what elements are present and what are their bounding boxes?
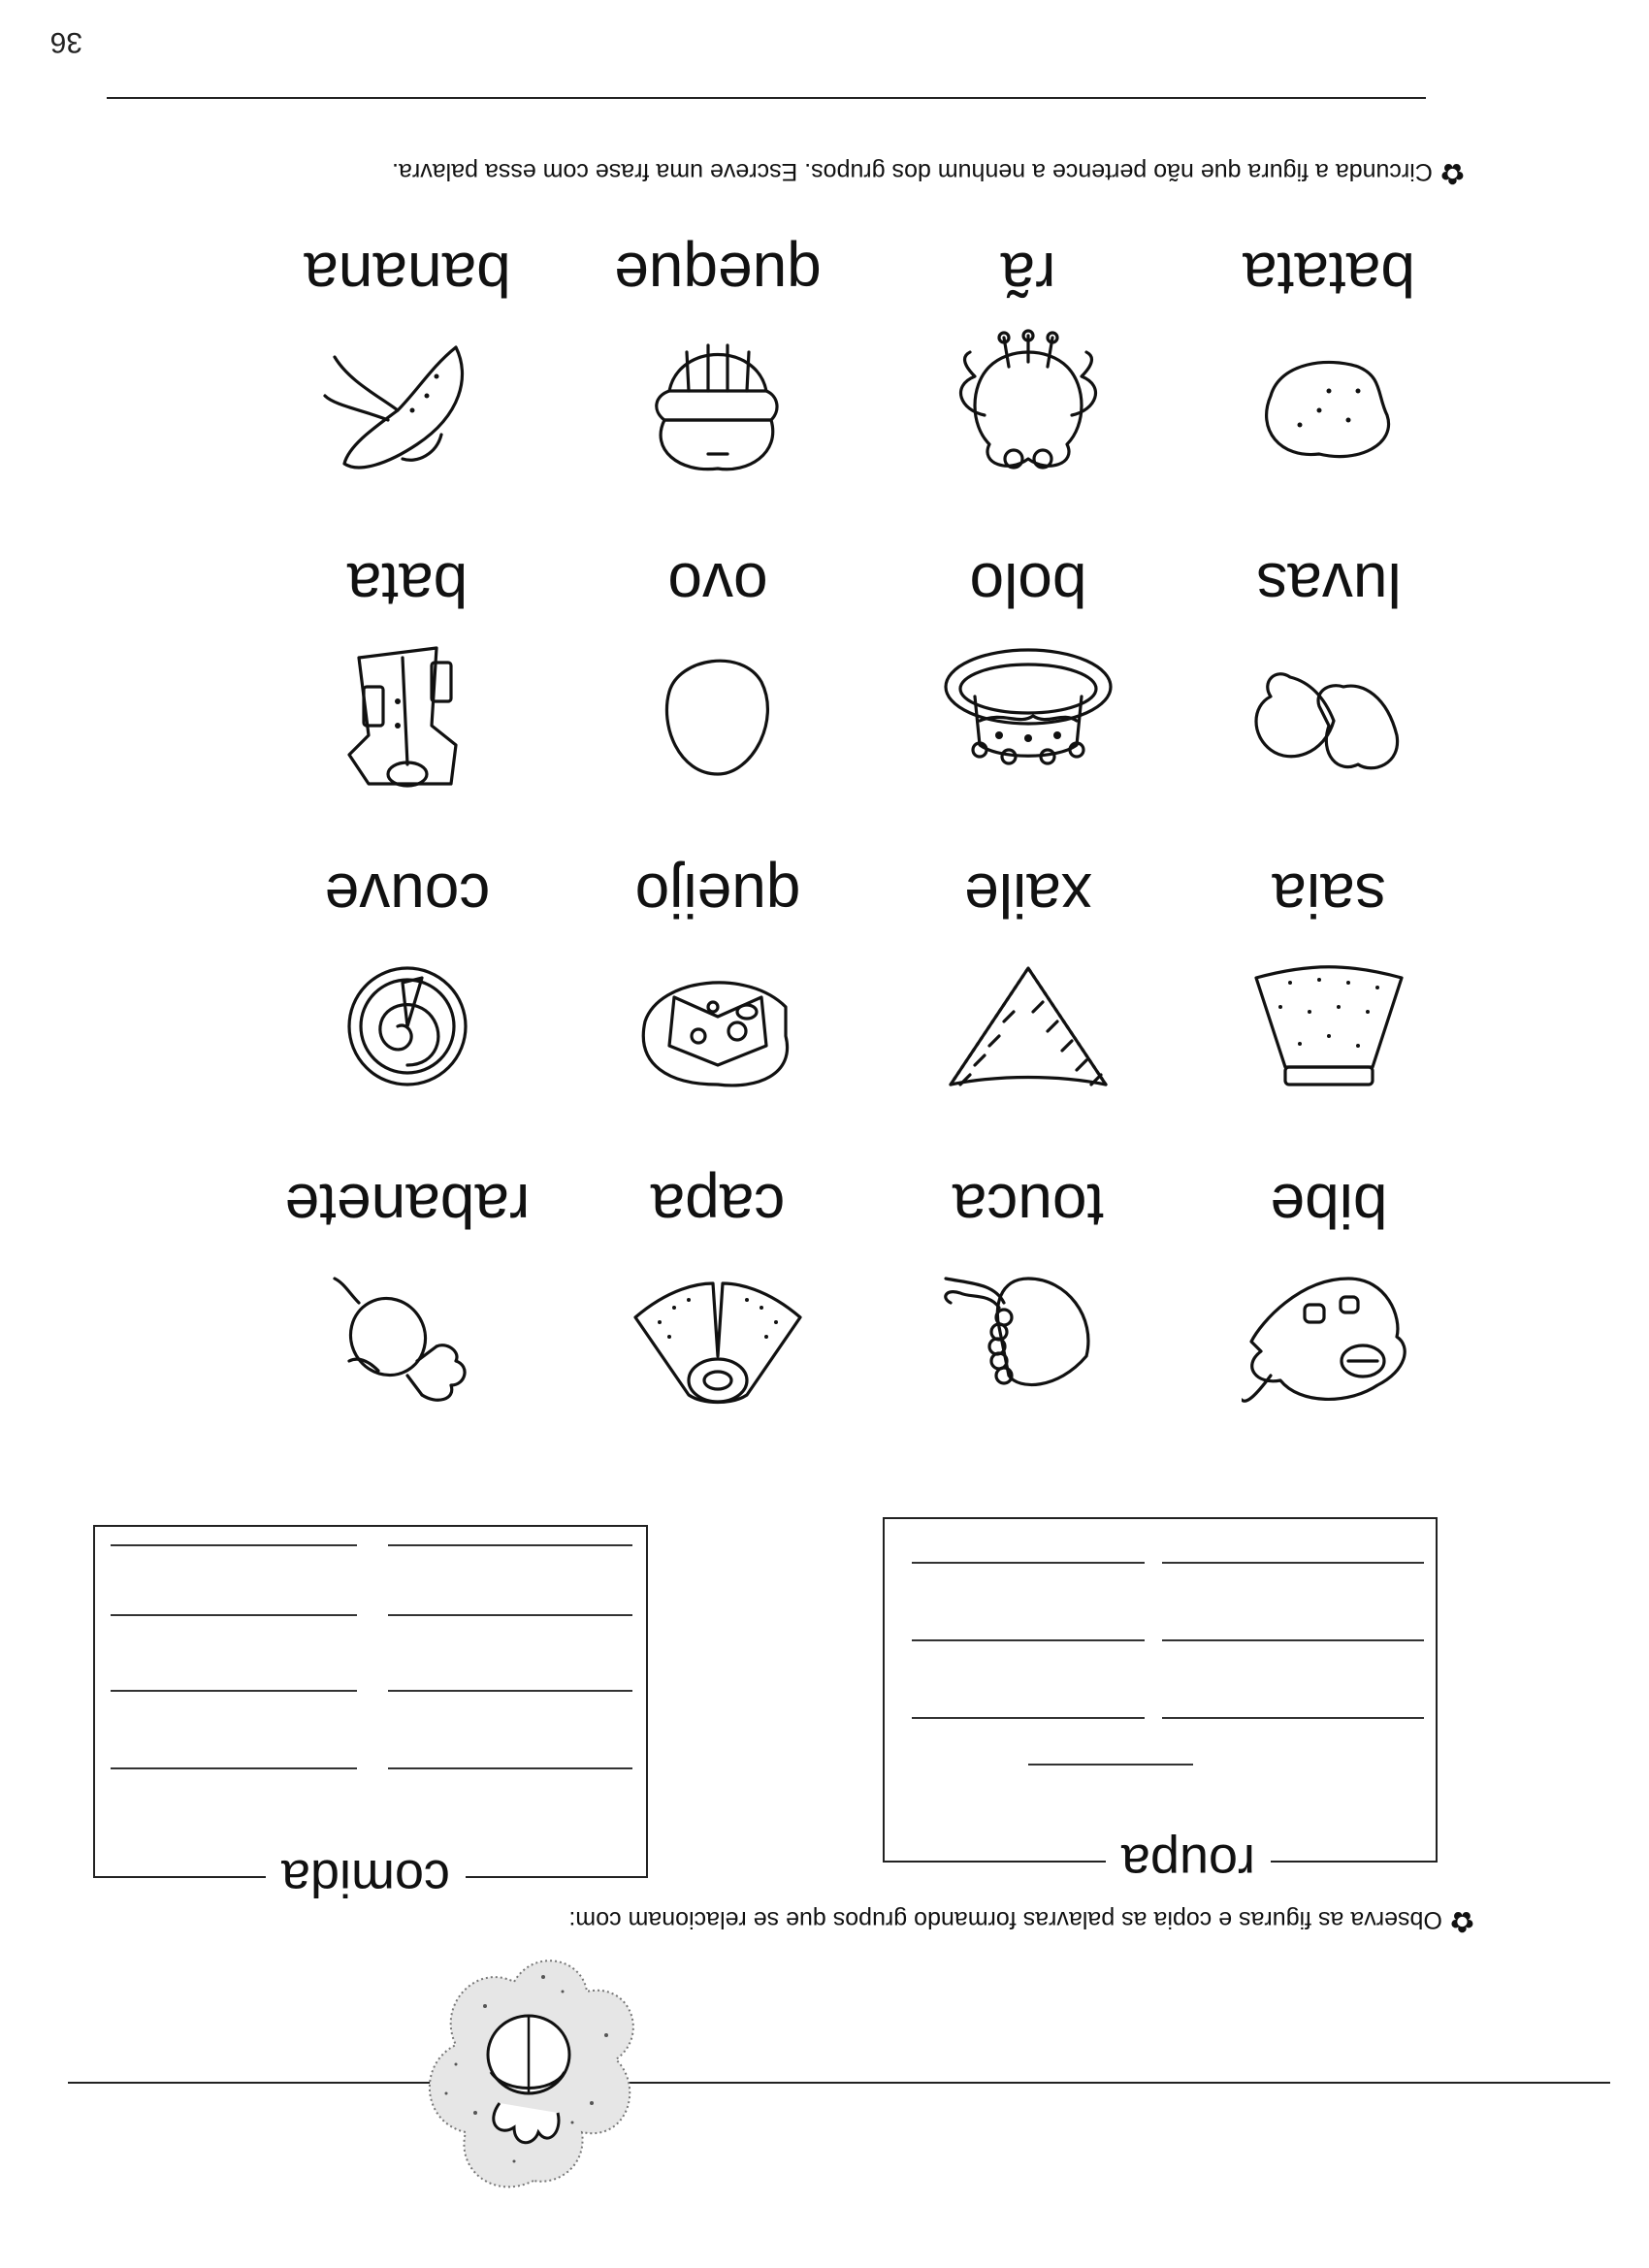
answer-line[interactable] (111, 1544, 357, 1546)
answer-line[interactable] (111, 1690, 357, 1692)
instruction-groups (568, 1904, 1474, 1938)
answer-line[interactable] (1162, 1717, 1424, 1719)
answer-line[interactable] (388, 1690, 632, 1692)
picture-item[interactable] (1193, 192, 1465, 483)
flower-mascot-icon (417, 1948, 650, 2200)
group-title-roupa: roupa (1106, 1833, 1271, 1892)
frog-icon (941, 328, 1116, 483)
cake-icon (941, 638, 1116, 794)
picture-item[interactable] (892, 192, 1164, 483)
word-label: luvas (1256, 550, 1402, 620)
picture-item[interactable] (1193, 1123, 1465, 1414)
answer-line[interactable] (111, 1614, 357, 1616)
shawl-icon (941, 949, 1116, 1104)
answer-line[interactable] (1028, 1764, 1193, 1766)
word-label: couve (324, 860, 491, 930)
picture-item[interactable] (272, 813, 543, 1104)
cheese-icon (630, 949, 805, 1104)
answer-line[interactable] (1162, 1639, 1424, 1641)
answer-line[interactable] (388, 1767, 632, 1769)
mittens-icon (1242, 638, 1416, 794)
instruction-groups-text: Observa as figuras e copia as palavras formando grupos que se relacionam com: (568, 1906, 1442, 1933)
picture-item[interactable] (892, 813, 1164, 1104)
word-label: rabanete (284, 1171, 531, 1241)
instruction-circle (392, 156, 1465, 190)
potato-icon (1242, 328, 1416, 483)
word-label: banana (304, 240, 511, 309)
picture-item[interactable] (1193, 502, 1465, 794)
word-label: rã (1000, 240, 1056, 309)
word-label: queque (614, 240, 822, 309)
answer-line[interactable] (1162, 1562, 1424, 1564)
picture-item[interactable] (1193, 813, 1465, 1104)
picture-item[interactable] (582, 502, 854, 794)
answer-line[interactable] (388, 1614, 632, 1616)
cape-icon (630, 1259, 805, 1414)
word-label: bolo (969, 550, 1087, 620)
skirt-icon (1242, 949, 1416, 1104)
picture-item[interactable] (582, 813, 854, 1104)
word-label: batata (1243, 240, 1415, 309)
bottom-divider (107, 97, 1426, 99)
word-label: bata (346, 550, 469, 620)
answer-line[interactable] (912, 1717, 1145, 1719)
picture-item[interactable] (582, 192, 854, 483)
banana-icon (320, 328, 495, 483)
group-box-comida (93, 1525, 648, 1907)
group-box-roupa (883, 1517, 1438, 1892)
egg-icon (630, 638, 805, 794)
flower-bullet-icon: ✿ (1449, 1905, 1474, 1937)
bib-icon (1242, 1259, 1416, 1414)
answer-line[interactable] (912, 1639, 1145, 1641)
flower-bullet-icon: ✿ (1439, 157, 1465, 189)
word-label: bibe (1270, 1171, 1388, 1241)
cupcake-icon (630, 328, 805, 483)
answer-line[interactable] (111, 1767, 357, 1769)
top-divider (640, 2082, 1610, 2084)
word-label: capa (650, 1171, 786, 1241)
word-label: ovo (667, 550, 768, 620)
smock-icon (320, 638, 495, 794)
word-label: xaile (964, 860, 1092, 930)
word-label: queijo (634, 860, 801, 930)
picture-item[interactable] (272, 502, 543, 794)
picture-item[interactable] (582, 1123, 854, 1414)
word-label: touca (952, 1171, 1105, 1241)
answer-line[interactable] (388, 1544, 632, 1546)
answer-line[interactable] (912, 1562, 1145, 1564)
cabbage-icon (320, 949, 495, 1104)
picture-item[interactable] (892, 502, 1164, 794)
group-title-comida: comida (266, 1849, 466, 1907)
bonnet-icon (941, 1259, 1116, 1414)
radish-icon (320, 1259, 495, 1414)
picture-item[interactable] (272, 192, 543, 483)
picture-item[interactable] (892, 1123, 1164, 1414)
instruction-circle-text: Circunda a figura que não pertence a nenhum dos grupos. Escreve uma frase com essa palavra. (392, 158, 1433, 185)
word-label: saia (1272, 860, 1386, 930)
picture-item[interactable] (272, 1123, 543, 1414)
page-number: 36 (49, 26, 82, 58)
